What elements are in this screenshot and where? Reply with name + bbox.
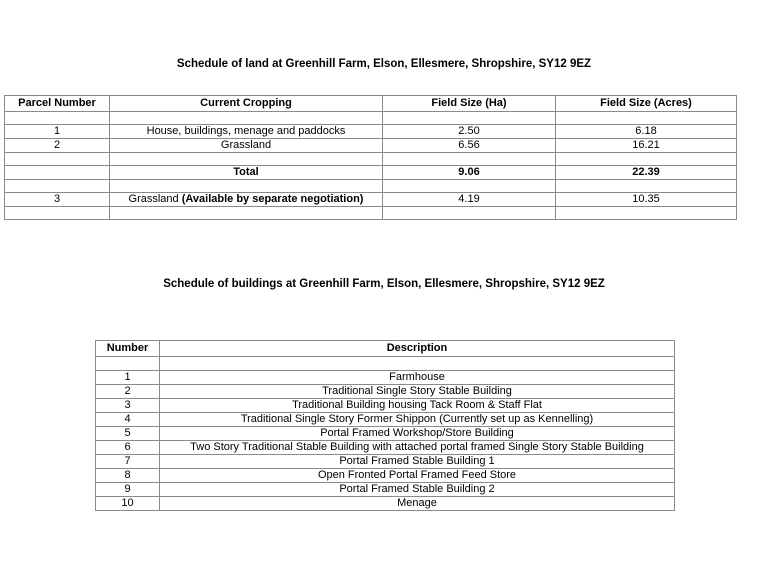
header-field-size-acres: Field Size (Acres) <box>556 96 737 112</box>
building-description: Menage <box>160 497 675 511</box>
building-description: Portal Framed Stable Building 2 <box>160 483 675 497</box>
total-ha: 9.06 <box>383 166 556 180</box>
separate-negotiation-note: (Available by separate negotiation) <box>181 193 364 205</box>
table-row <box>96 413 675 427</box>
building-description: Open Fronted Portal Framed Feed Store <box>160 469 675 483</box>
table-row <box>96 441 675 455</box>
building-description: Traditional Building housing Tack Room & Staff Flat <box>160 399 675 413</box>
building-number: 2 <box>96 385 160 399</box>
total-label: Total <box>110 166 383 180</box>
blank-row <box>5 153 737 166</box>
table-header-row <box>96 341 675 357</box>
header-current-cropping: Current Cropping <box>110 96 383 112</box>
header-parcel-number: Parcel Number <box>5 96 110 112</box>
current-cropping <box>110 193 383 207</box>
building-number: 7 <box>96 455 160 469</box>
table-row <box>96 497 675 511</box>
field-size-ha: 4.19 <box>383 193 556 207</box>
table-row <box>96 371 675 385</box>
field-size-acres: 6.18 <box>556 125 737 139</box>
table-row <box>96 399 675 413</box>
header-number: Number <box>96 341 160 357</box>
parcel-number: 3 <box>5 193 110 207</box>
field-size-acres: 16.21 <box>556 139 737 153</box>
building-description: Two Story Traditional Stable Building with attached portal framed Single Story Stable Building <box>160 441 675 455</box>
parcel-number: 1 <box>5 125 110 139</box>
field-size-ha: 2.50 <box>383 125 556 139</box>
land-schedule-table <box>4 95 737 220</box>
buildings-schedule-table <box>95 340 675 511</box>
building-description: Portal Framed Stable Building 1 <box>160 455 675 469</box>
cropping-text: Grassland <box>128 193 179 205</box>
building-number: 1 <box>96 371 160 385</box>
field-size-acres: 10.35 <box>556 193 737 207</box>
blank-row <box>96 357 675 371</box>
table-row <box>96 483 675 497</box>
table-row <box>5 125 737 139</box>
current-cropping: House, buildings, menage and paddocks <box>110 125 383 139</box>
table-row <box>5 139 737 153</box>
building-number: 3 <box>96 399 160 413</box>
table-row <box>96 455 675 469</box>
field-size-ha: 6.56 <box>383 139 556 153</box>
table-row <box>96 469 675 483</box>
header-description: Description <box>160 341 675 357</box>
buildings-schedule-title: Schedule of buildings at Greenhill Farm, Elson, Ellesmere, Shropshire, SY12 9EZ <box>163 278 605 290</box>
building-description: Portal Framed Workshop/Store Building <box>160 427 675 441</box>
blank-row <box>5 207 737 220</box>
blank-row <box>5 112 737 125</box>
building-number: 10 <box>96 497 160 511</box>
blank-row <box>5 180 737 193</box>
total-acres: 22.39 <box>556 166 737 180</box>
table-row <box>96 385 675 399</box>
building-number: 6 <box>96 441 160 455</box>
building-number: 8 <box>96 469 160 483</box>
current-cropping: Grassland <box>110 139 383 153</box>
building-number: 4 <box>96 413 160 427</box>
table-header-row <box>5 96 737 112</box>
building-number: 5 <box>96 427 160 441</box>
building-description: Traditional Single Story Former Shippon (Currently set up as Kennelling) <box>160 413 675 427</box>
building-number: 9 <box>96 483 160 497</box>
building-description: Traditional Single Story Stable Building <box>160 385 675 399</box>
table-row <box>96 427 675 441</box>
header-field-size-ha: Field Size (Ha) <box>383 96 556 112</box>
parcel-number: 2 <box>5 139 110 153</box>
land-schedule-title: Schedule of land at Greenhill Farm, Elson, Ellesmere, Shropshire, SY12 9EZ <box>176 58 592 70</box>
table-row <box>5 193 737 207</box>
total-row <box>5 166 737 180</box>
building-description: Farmhouse <box>160 371 675 385</box>
